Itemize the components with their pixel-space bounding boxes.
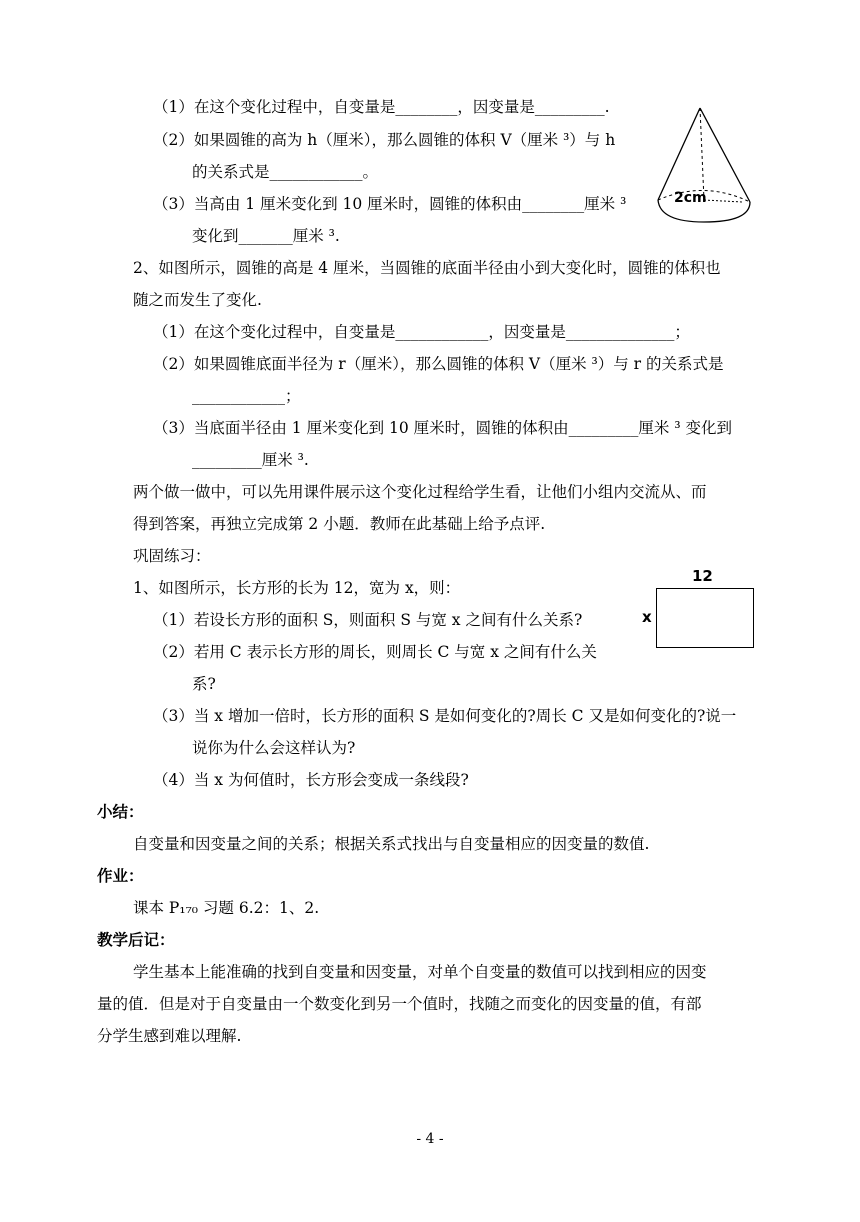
text-line: 两个做一做中，可以先用课件展示这个变化过程给学生看，让他们小组内交流从、而 [133, 483, 707, 501]
text-line: （3）当 x 增加一倍时，长方形的面积 S 是如何变化的?周长 C 又是如何变化的?说一 [153, 707, 737, 725]
rectangle-shape [656, 588, 754, 648]
text-line: 分学生感到难以理解. [97, 1027, 242, 1045]
text-line: ____________； [192, 387, 301, 405]
text-line: 学生基本上能准确的找到自变量和因变量，对单个自变量的数值可以找到相应的因变 [133, 963, 707, 981]
text-line: 小结： [97, 803, 144, 821]
cone-radius-label: 2cm [674, 190, 707, 206]
cone-height-line [700, 108, 704, 200]
text-line: （4）当 x 为何值时，长方形会变成一条线段? [153, 771, 469, 789]
text-line: （1）在这个变化过程中，自变量是________，因变量是_________. [153, 98, 610, 116]
rect-length-label: 12 [692, 567, 713, 585]
cone-left-edge [658, 108, 700, 200]
text-line: 随之而发生了变化. [133, 291, 262, 309]
text-line: 2、如图所示，圆锥的高是 4 厘米，当圆锥的底面半径由小到大变化时，圆锥的体积也 [133, 259, 721, 277]
text-line: 系? [192, 675, 216, 693]
text-line: 巩固练习： [133, 547, 211, 565]
text-line: 量的值．但是对于自变量由一个数变化到另一个值时，找随之而变化的因变量的值，有部 [97, 995, 702, 1013]
text-line: 说你为什么会这样认为? [192, 739, 356, 757]
cone-radius-line [704, 200, 742, 202]
text-line: （1）若设长方形的面积 S，则面积 S 与宽 x 之间有什么关系? [153, 611, 583, 629]
text-line: 1、如图所示，长方形的长为 12，宽为 x，则： [133, 579, 461, 597]
page-number: - 4 - [416, 1131, 444, 1147]
text-line: （3）当底面半径由 1 厘米变化到 10 厘米时，圆锥的体积由_________厘米 ³ 变化到 [153, 419, 732, 437]
text-line: 变化到_______厘米 ³. [192, 227, 340, 245]
text-line: 作业： [97, 867, 144, 885]
text-line: 教学后记： [97, 931, 175, 949]
text-line: （2）若用 C 表示长方形的周长，则周长 C 与宽 x 之间有什么关 [153, 643, 597, 661]
text-line: 课本 P₁₇₀ 习题 6.2：1、2. [133, 899, 320, 917]
text-line: 的关系式是____________。 [192, 163, 379, 181]
rect-width-label: x [642, 608, 652, 626]
text-line: （2）如果圆锥的高为 h（厘米），那么圆锥的体积 V（厘米 ³）与 h [153, 131, 616, 149]
text-line: （2）如果圆锥底面半径为 r（厘米），那么圆锥的体积 V（厘米 ³）与 r 的关系式是 [153, 355, 724, 373]
cone-right-edge [700, 108, 750, 202]
text-line: （3）当高由 1 厘米变化到 10 厘米时，圆锥的体积由________厘米 ³ [153, 195, 627, 213]
text-line: 得到答案，再独立完成第 2 小题．教师在此基础上给予点评. [133, 515, 546, 533]
text-line: （1）在这个变化过程中，自变量是____________，因变量是______________； [153, 323, 690, 341]
cone-figure [650, 104, 760, 226]
text-line: 自变量和因变量之间的关系；根据关系式找出与自变量相应的因变量的数值. [133, 835, 650, 853]
text-line: _________厘米 ³. [192, 451, 309, 469]
